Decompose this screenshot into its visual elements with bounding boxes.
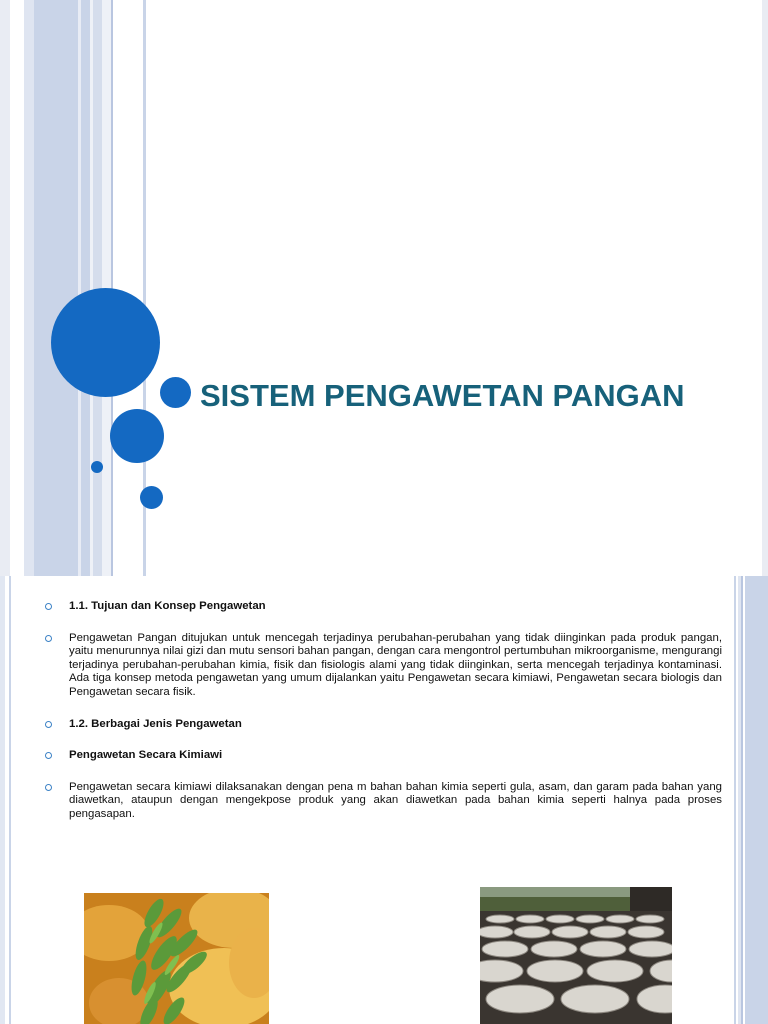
- bullet-list: [44, 600, 722, 840]
- section-heading: 1.2. Berbagai Jenis Pengawetan: [69, 717, 242, 730]
- photo-food-chips: [84, 893, 269, 1024]
- bullet-circle-icon: [45, 635, 52, 642]
- slide-left-frame: [0, 0, 10, 576]
- decor-stripe: [24, 0, 34, 576]
- decor-circle-small: [140, 486, 163, 509]
- decor-stripe: [0, 576, 5, 1024]
- photo-crackers-drying-image: [480, 887, 672, 1024]
- list-item: [44, 749, 722, 763]
- content-slide: [0, 576, 768, 1024]
- decor-stripe: [741, 576, 743, 1024]
- bullet-circle-icon: [45, 784, 52, 791]
- decor-stripe: [9, 576, 11, 1024]
- decor-stripe: [81, 0, 90, 576]
- list-item: [44, 600, 722, 614]
- decor-circle-tiny: [91, 461, 103, 473]
- list-item: [44, 632, 722, 700]
- decor-circle-large: [51, 288, 160, 397]
- photo-food-chips-image: [84, 893, 269, 1024]
- slide-title: SISTEM PENGAWETAN PANGAN: [200, 378, 685, 413]
- section-heading: Pengawetan Secara Kimiawi: [69, 749, 223, 762]
- bullet-circle-icon: [45, 721, 52, 728]
- decor-circle-medium: [110, 409, 164, 463]
- decor-stripe: [734, 576, 736, 1024]
- photo-crackers-drying: [480, 887, 672, 1024]
- list-item: [44, 718, 722, 732]
- section-heading: 1.1. Tujuan dan Konsep Pengawetan: [69, 600, 266, 612]
- paragraph: Pengawetan Pangan ditujukan untuk mencegah terjadinya perubahan-perubahan yang tidak diinginkan pada produk pangan, yaitu menurunnya nilai gizi dan mutu sensori bahan pangan, dengan cara mengontrol pertumbuhan mikroorganisme, mengurangi terjadinya perubahan-perubahan kimia, fisik dan fisiologis alami yang tidak diinginkan, serta mencegah terjadinya kontaminasi. Ada tiga konsep metoda pengawetan yang umum dijalankan yaitu Pengawetan secara kimiawi, Pengawetan secara biologis dan Pengawetan secara fisik.: [69, 631, 722, 698]
- decor-stripe: [34, 0, 78, 576]
- bullet-circle-icon: [45, 752, 52, 759]
- list-item: [44, 781, 722, 822]
- decor-circle-small: [160, 377, 191, 408]
- decor-stripe: [745, 576, 768, 1024]
- paragraph: Pengawetan secara kimiawi dilaksanakan dengan pena m bahan bahan kimia seperti gula, asam, dan garam pada bahan yang diawetkan, ataupun dengan mengekpose produk yang akan diawetkan pada bahan kimia seperti halnya pada proses pengasapan.: [69, 780, 722, 820]
- slide-right-frame: [762, 0, 768, 576]
- bullet-circle-icon: [45, 603, 52, 610]
